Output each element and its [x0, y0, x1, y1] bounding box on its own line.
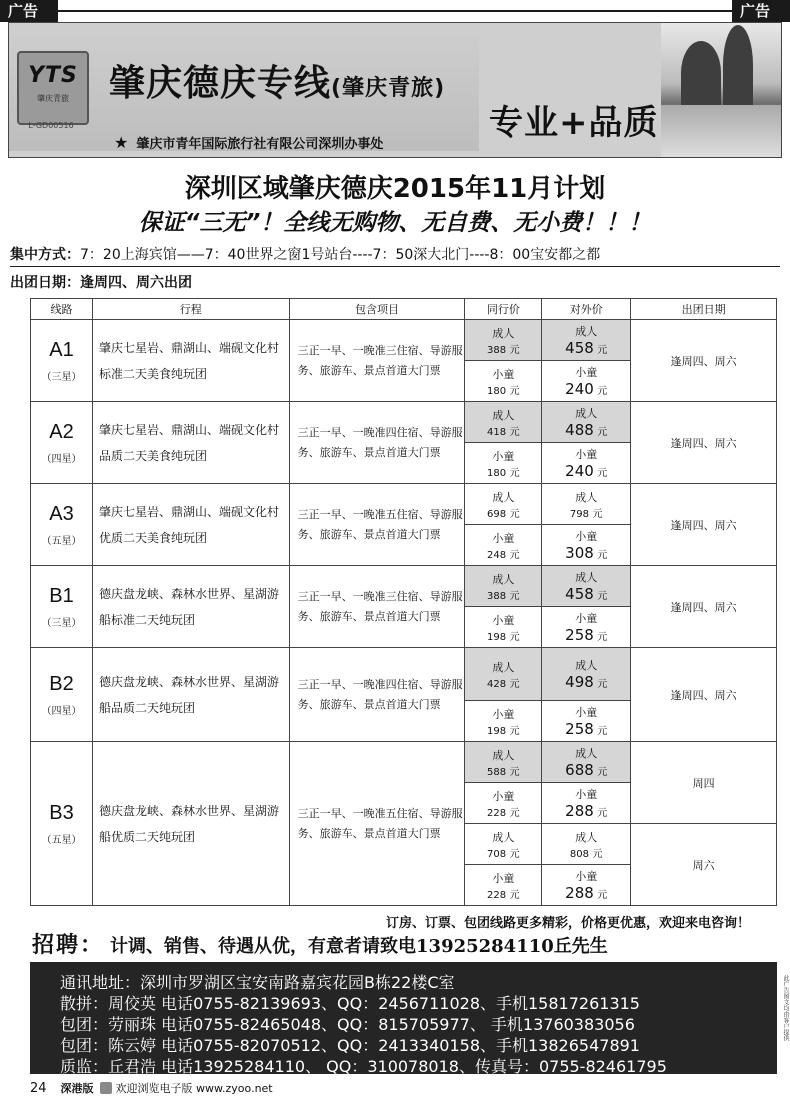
col-header: 线路: [31, 299, 93, 320]
price-unit: 元: [509, 678, 520, 690]
side-note: 此广告图文均由客户提供: [782, 975, 789, 1041]
more-info: 订房、订票、包团线路更多精彩，价格更优惠，欢迎来电咨询！: [385, 916, 750, 931]
price-label: 成人: [575, 325, 598, 338]
table-row: [31, 566, 777, 607]
price-value: 688: [565, 761, 594, 779]
footer-text: 欢迎浏览电子版 www.zyoo.net: [115, 1082, 273, 1095]
depart-dates: 逢周四、周六: [631, 648, 777, 742]
depart-dates: 周六: [631, 824, 777, 906]
included-items: 三正一早、一晚准四住宿、导游服务、旅游车、景点首道大门票: [289, 648, 465, 742]
contact-row: 质监：丘君浩 电话13925284110、 QQ：310078018、传真号：0755-82461795: [60, 1057, 667, 1076]
price-label: 成人: [492, 830, 515, 844]
yts-logo: [17, 51, 89, 125]
guarantee-slogan: 保证“三无”！全线无购物、无自费、无小费！！！: [138, 210, 652, 236]
edition-icon: [100, 1082, 112, 1094]
included-items: 三正一早、一晚准五住宿、导游服务、旅游车、景点首道大门票: [289, 484, 465, 566]
adult-public-price: [542, 566, 631, 607]
contact-row: 包团：陈云婷 电话0755-82070512、QQ：2413340158、手机13826547891: [60, 1036, 640, 1055]
price-label: 成人: [492, 572, 515, 586]
child-public-price: [542, 607, 631, 648]
price-unit: 元: [509, 631, 520, 643]
price-unit: 元: [597, 345, 608, 356]
price-label: 小童: [492, 613, 515, 627]
price-unit: 元: [597, 632, 608, 643]
depart-dates: 周四: [631, 742, 777, 824]
license-number: L-GD00516: [28, 121, 74, 130]
logo-sub: 肇庆青旅: [37, 94, 69, 103]
itinerary: 德庆盘龙峡、森林水世界、星湖游船标准二天纯玩团: [92, 566, 289, 648]
table-row: [31, 742, 777, 783]
price-value: 288: [565, 884, 594, 902]
adult-public-price: [542, 824, 631, 865]
price-value: 228: [487, 889, 507, 901]
adult-peer-price: [465, 484, 542, 525]
price-unit: 元: [509, 549, 520, 561]
adult-peer-price: [465, 566, 542, 607]
child-public-price: [542, 443, 631, 484]
route-code: A1: [49, 338, 74, 361]
edition-label: 深港版: [60, 1082, 94, 1095]
price-label: 小童: [575, 870, 598, 883]
adult-peer-price: [465, 402, 542, 443]
landscape-photo: [661, 23, 781, 157]
banner-title: [109, 55, 445, 106]
route-cell: [31, 566, 93, 648]
child-public-price: [542, 361, 631, 402]
price-label: 成人: [492, 490, 515, 504]
adult-peer-price: [465, 648, 542, 701]
price-unit: 元: [597, 890, 608, 901]
route-level: （四星）: [41, 453, 82, 465]
table-row: [31, 484, 777, 525]
banner-title-paren: (肇庆青旅): [331, 76, 446, 101]
price-value: 588: [487, 766, 507, 778]
route-code: B2: [49, 672, 74, 695]
depart-dates: 逢周四、周六: [631, 484, 777, 566]
adult-peer-price: [465, 824, 542, 865]
company-name: 肇庆市青年国际旅行社有限公司深圳办事处: [136, 137, 384, 152]
main-title: 深圳区域肇庆德庆2015年11月计划: [184, 174, 606, 204]
ad-label-left: 广告: [0, 0, 58, 22]
price-label: 成人: [575, 659, 598, 672]
child-peer-price: [465, 525, 542, 566]
route-code: A3: [49, 502, 74, 525]
banner: [8, 22, 782, 158]
col-header: 对外价: [542, 299, 631, 320]
contact-row: 散拼：周佼英 电话0755-82139693、QQ：2456711028、手机15817261315: [60, 994, 640, 1013]
price-unit: 元: [597, 468, 608, 479]
price-value: 458: [565, 339, 594, 357]
price-value: 458: [565, 585, 594, 603]
child-peer-price: [465, 865, 542, 906]
route-code: B1: [49, 584, 74, 607]
price-unit: 元: [597, 386, 608, 397]
child-peer-price: [465, 607, 542, 648]
contact-row: 通讯地址：深圳市罗湖区宝安南路嘉宾花园B栋22楼C室: [60, 973, 455, 992]
depart-dates: 逢周四、周六: [631, 320, 777, 402]
depart-dates: 逢周四、周六: [631, 566, 777, 648]
price-label: 小童: [492, 789, 515, 803]
price-label: 小童: [575, 530, 598, 543]
price-value: 308: [565, 544, 594, 562]
price-label: 成人: [492, 408, 515, 422]
price-unit: 元: [509, 344, 520, 356]
price-value: 698: [487, 508, 507, 520]
price-value: 428: [487, 678, 507, 690]
itinerary: 德庆盘龙峡、森林水世界、星湖游船优质二天纯玩团: [92, 742, 289, 906]
route-level: （四星）: [41, 705, 82, 717]
price-unit: 元: [597, 591, 608, 602]
included-items: 三正一早、一晚准四住宿、导游服务、旅游车、景点首道大门票: [289, 402, 465, 484]
child-public-price: [542, 865, 631, 906]
price-value: 228: [487, 807, 507, 819]
child-peer-price: [465, 701, 542, 742]
price-unit: 元: [597, 550, 608, 561]
route-cell: [31, 320, 93, 402]
child-public-price: [542, 525, 631, 566]
adult-public-price: [542, 484, 631, 525]
price-value: 258: [565, 626, 594, 644]
child-public-price: [542, 701, 631, 742]
adult-public-price: [542, 402, 631, 443]
price-unit: 元: [592, 508, 603, 520]
star-icon: ★: [114, 133, 129, 152]
included-items: 三正一早、一晚准三住宿、导游服务、旅游车、景点首道大门票: [289, 566, 465, 648]
price-value: 498: [565, 673, 594, 691]
adult-public-price: [542, 320, 631, 361]
contact-row: 包团：劳丽珠 电话0755-82465048、QQ：815705977、 手机13760383056: [60, 1015, 635, 1034]
price-value: 180: [487, 385, 507, 397]
route-level: （五星）: [41, 834, 82, 846]
top-rule: [50, 10, 740, 12]
price-label: 成人: [575, 571, 598, 584]
price-unit: 元: [597, 808, 608, 819]
route-cell: [31, 742, 93, 906]
itinerary: 德庆盘龙峡、森林水世界、星湖游船品质二天纯玩团: [92, 648, 289, 742]
included-items: 三正一早、一晚准五住宿、导游服务、旅游车、景点首道大门票: [289, 742, 465, 906]
table-header-row: [31, 299, 777, 320]
price-value: 488: [565, 421, 594, 439]
route-code: B3: [49, 801, 74, 824]
price-unit: 元: [597, 767, 608, 778]
route-cell: [31, 402, 93, 484]
banner-slogan: 专业+品质: [489, 103, 659, 143]
price-label: 成人: [492, 326, 515, 340]
price-unit: 元: [509, 848, 520, 860]
table-row: [31, 648, 777, 701]
price-value: 708: [487, 848, 507, 860]
price-unit: 元: [597, 726, 608, 737]
itinerary: 肇庆七星岩、鼎湖山、端砚文化村标准二天美食纯玩团: [92, 320, 289, 402]
route-level: （五星）: [41, 535, 82, 547]
price-label: 小童: [575, 612, 598, 625]
price-value: 240: [565, 462, 594, 480]
hill-shape: [723, 25, 753, 105]
price-label: 成人: [575, 747, 598, 760]
price-unit: 元: [509, 889, 520, 901]
itinerary: 肇庆七星岩、鼎湖山、端砚文化村优质二天美食纯玩团: [92, 484, 289, 566]
price-value: 248: [487, 549, 507, 561]
route-cell: [31, 648, 93, 742]
recruit-text: 计调、销售、待遇从优，有意者请致电13925284110丘先生: [110, 936, 608, 957]
price-value: 798: [569, 508, 590, 520]
price-label: 成人: [575, 830, 598, 844]
price-label: 小童: [492, 367, 515, 381]
routes-table: [30, 298, 777, 906]
banner-title-main: 肇庆德庆专线: [109, 63, 332, 104]
itinerary: 肇庆七星岩、鼎湖山、端砚文化村品质二天美食纯玩团: [92, 402, 289, 484]
child-peer-price: [465, 361, 542, 402]
depart-dates: 逢周四、周六: [631, 402, 777, 484]
price-label: 小童: [575, 706, 598, 719]
price-unit: 元: [592, 848, 603, 860]
price-unit: 元: [509, 508, 520, 520]
adult-peer-price: [465, 320, 542, 361]
price-label: 小童: [492, 871, 515, 885]
price-label: 小童: [575, 448, 598, 461]
logo-text: YTS: [28, 63, 78, 88]
route-level: （三星）: [41, 617, 82, 629]
recruit-title: 招聘：: [32, 932, 105, 958]
page-number: 24: [30, 1081, 47, 1096]
col-header: 出团日期: [631, 299, 777, 320]
price-label: 成人: [575, 407, 598, 420]
banner-subtitle: [114, 133, 383, 152]
price-label: 小童: [492, 449, 515, 463]
price-unit: 元: [509, 590, 520, 602]
price-value: 388: [487, 344, 507, 356]
depart-days: 出团日期：逢周四、周六出团: [10, 275, 192, 291]
price-value: 418: [487, 426, 507, 438]
recruit: [32, 928, 608, 959]
price-label: 小童: [492, 531, 515, 545]
included-items: 三正一早、一晚准三住宿、导游服务、旅游车、景点首道大门票: [289, 320, 465, 402]
ad-label-right: 广告: [732, 0, 790, 22]
child-peer-price: [465, 443, 542, 484]
route-level: （三星）: [41, 371, 82, 383]
footer: [30, 1080, 273, 1096]
price-label: 小童: [492, 707, 515, 721]
price-value: 388: [487, 590, 507, 602]
route-code: A2: [49, 420, 74, 443]
col-header: 包含项目: [289, 299, 465, 320]
price-value: 808: [569, 848, 590, 860]
col-header: 行程: [92, 299, 289, 320]
price-label: 小童: [575, 788, 598, 801]
price-label: 成人: [575, 490, 598, 504]
adult-peer-price: [465, 742, 542, 783]
adult-public-price: [542, 648, 631, 701]
gather-label: 集中方式：: [10, 247, 80, 263]
gather-info: [10, 244, 600, 264]
child-peer-price: [465, 783, 542, 824]
price-unit: 元: [509, 426, 520, 438]
price-unit: 元: [597, 427, 608, 438]
price-unit: 元: [509, 766, 520, 778]
water-shape: [661, 105, 781, 157]
price-label: 成人: [492, 748, 515, 762]
price-value: 288: [565, 802, 594, 820]
price-unit: 元: [509, 725, 520, 737]
price-value: 180: [487, 467, 507, 479]
table-row: [31, 320, 777, 361]
table-row: [31, 402, 777, 443]
price-value: 198: [487, 631, 507, 643]
col-header: 同行价: [465, 299, 542, 320]
contact-block: [30, 962, 777, 1074]
child-public-price: [542, 783, 631, 824]
price-value: 198: [487, 725, 507, 737]
adult-public-price: [542, 742, 631, 783]
price-unit: 元: [597, 679, 608, 690]
route-cell: [31, 484, 93, 566]
price-label: 成人: [492, 660, 515, 674]
gather-text: 7：20上海宾馆——7：40世界之窗1号站台----7：50深大北门----8：00宝安都之都: [80, 247, 601, 263]
price-unit: 元: [509, 467, 520, 479]
divider: [10, 266, 780, 267]
hill-shape: [681, 41, 721, 105]
price-value: 240: [565, 380, 594, 398]
price-label: 小童: [575, 366, 598, 379]
price-unit: 元: [509, 807, 520, 819]
price-value: 258: [565, 720, 594, 738]
price-unit: 元: [509, 385, 520, 397]
